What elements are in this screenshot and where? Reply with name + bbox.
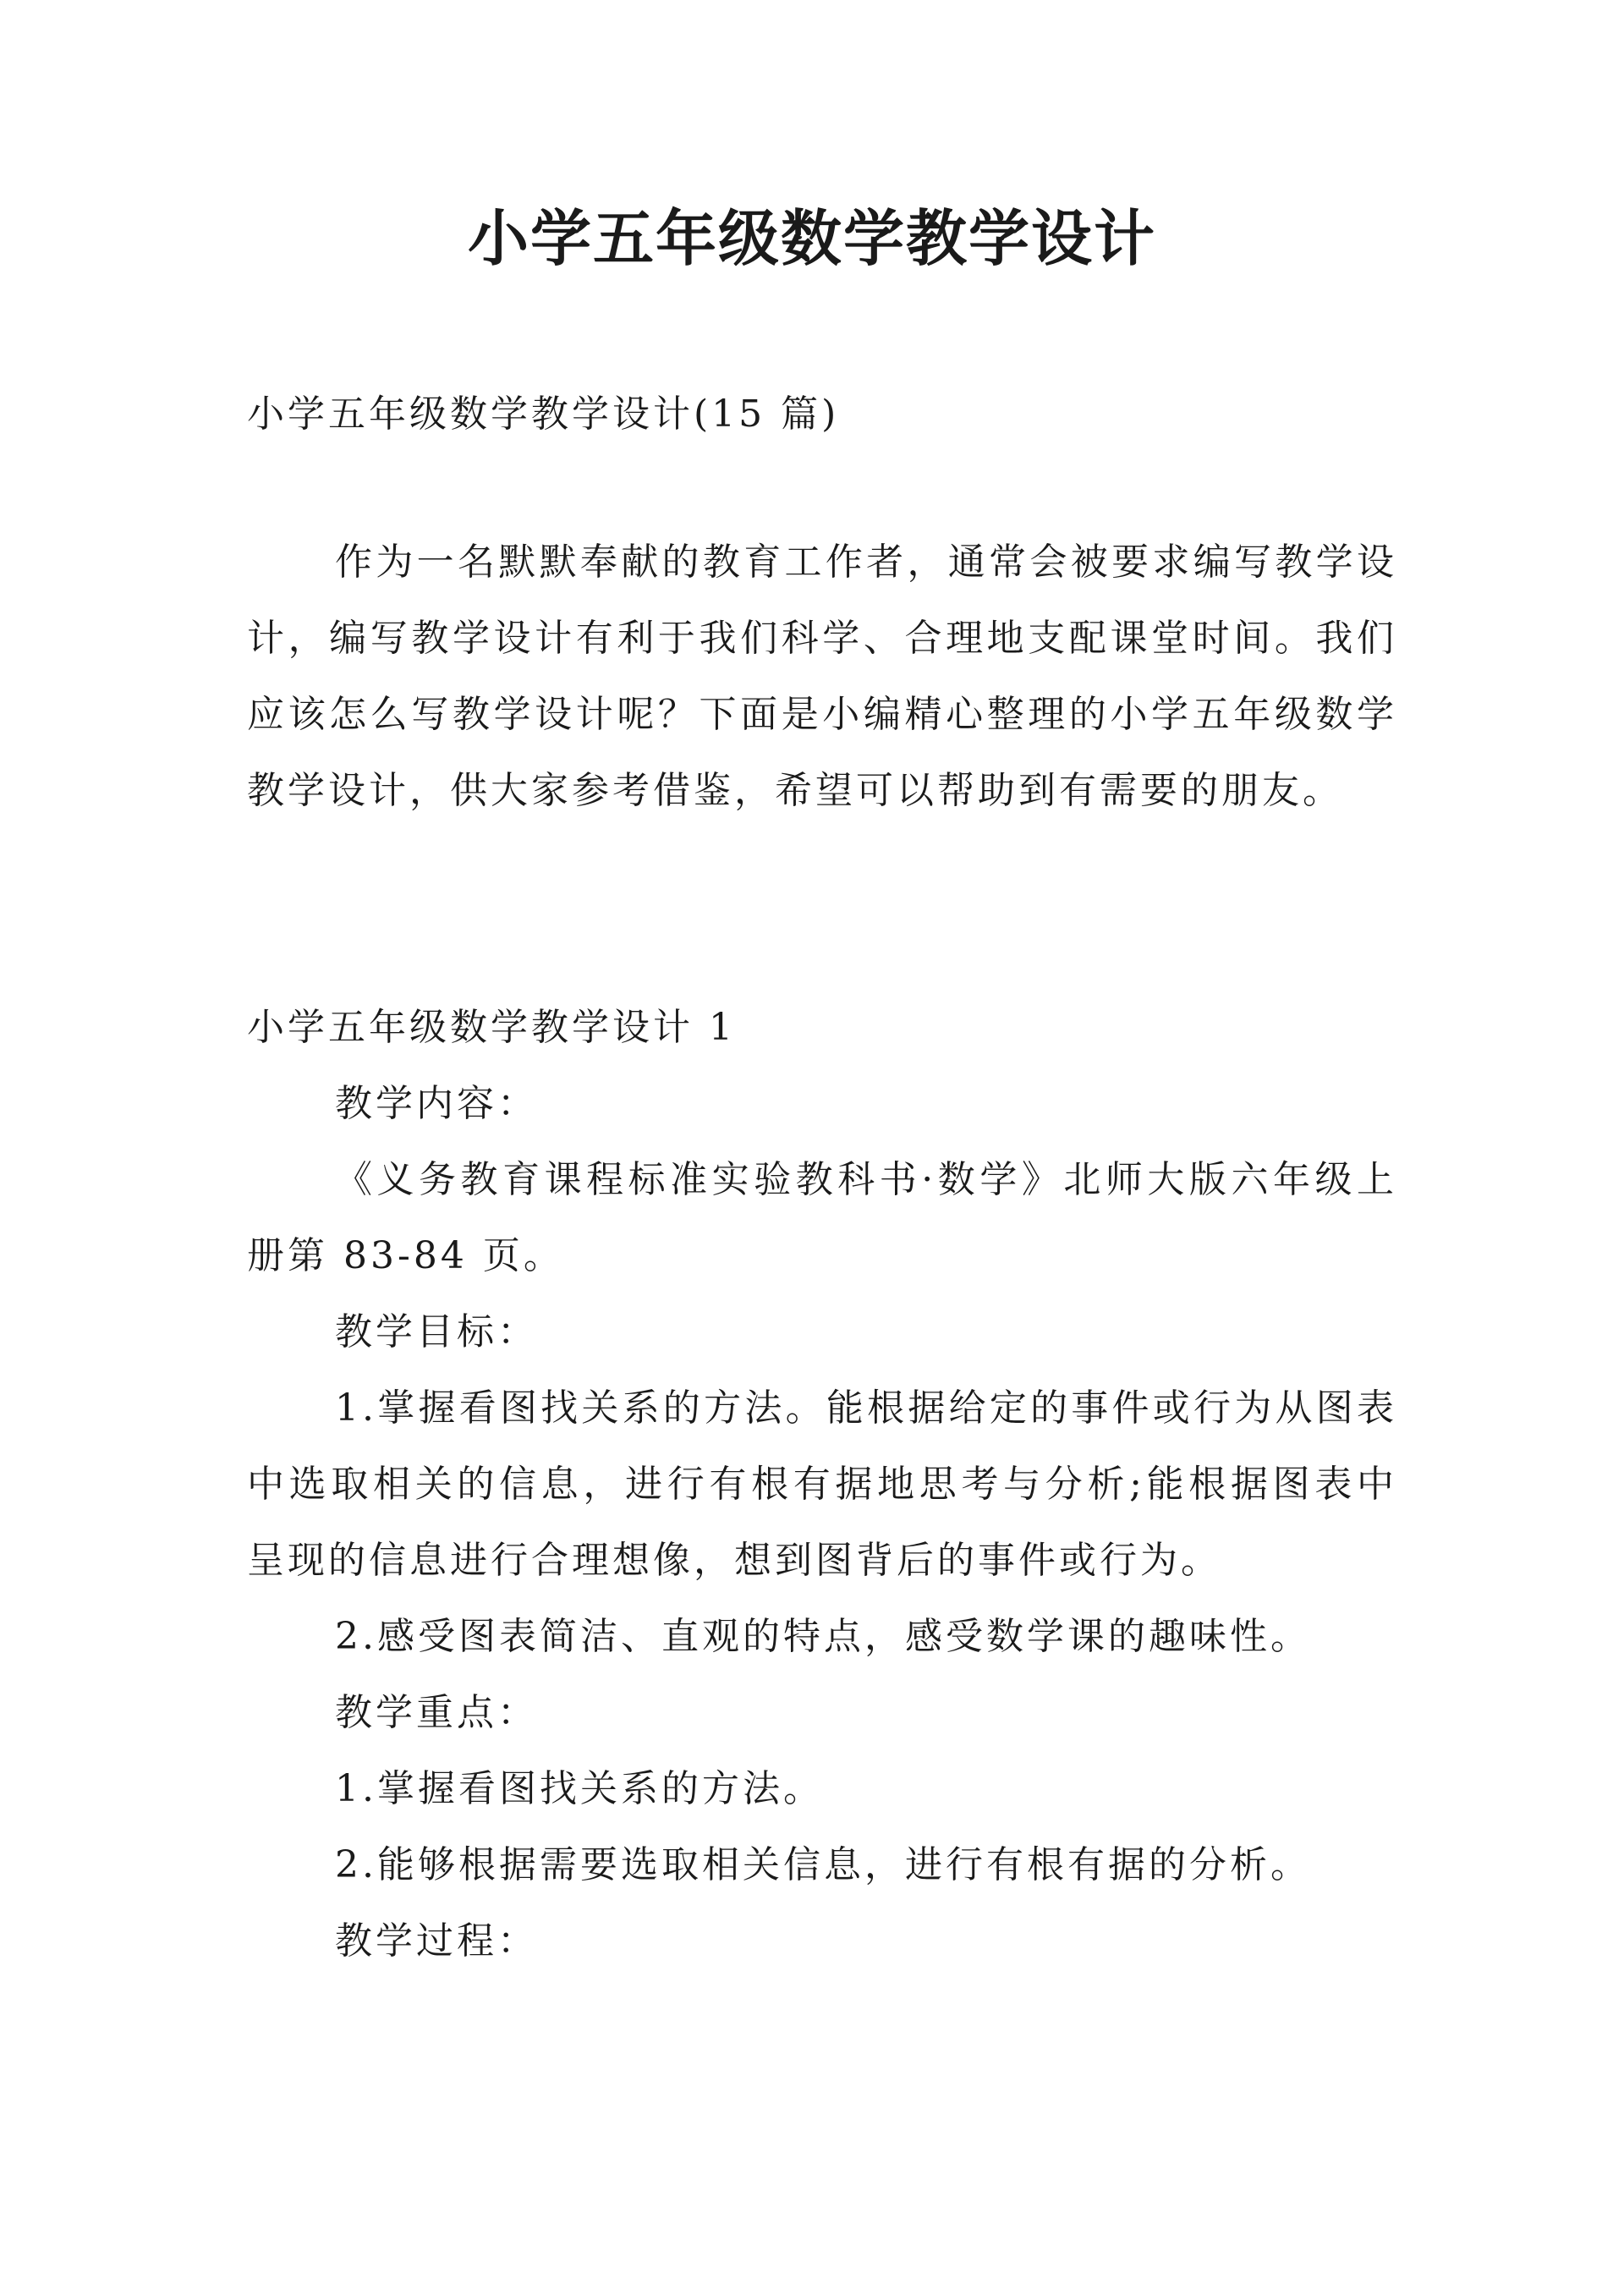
key-point-1: 1.掌握看图找关系的方法。: [335, 1767, 824, 1810]
page-title: 小学五年级数学教学设计: [467, 203, 1156, 274]
document-subtitle: 小学五年级数学教学设计(15 篇): [247, 393, 840, 436]
goal-item-1: 1.掌握看图找关系的方法。能根据给定的事件或行为从图表中选取相关的信息，进行有根有据地思考与分析;能根据图表中呈现的信息进行合理想像，想到图背后的事件或行为。: [247, 1386, 1397, 1582]
content-label: 教学内容：: [335, 1082, 538, 1125]
key-point-2: 2.能够根据需要选取相关信息，进行有根有据的分析。: [335, 1843, 1311, 1886]
goal-item-2: 2.感受图表简洁、直观的特点，感受数学课的趣味性。: [335, 1615, 1311, 1658]
content-text: 《义务教育课程标准实验教科书·数学》北师大版六年级上册第 83-84 页。: [247, 1158, 1397, 1277]
section-heading: 小学五年级数学教学设计 1: [247, 1006, 736, 1049]
process-label: 教学过程：: [335, 1919, 538, 1963]
key-points-label: 教学重点：: [335, 1691, 538, 1734]
section-1: [247, 990, 1397, 1979]
goals-label: 教学目标：: [335, 1310, 538, 1353]
intro-paragraph: 作为一名默默奉献的教育工作者，通常会被要求编写教学设计，编写教学设计有利于我们科学、合理地支配课堂时间。我们应该怎么写教学设计呢？下面是小编精心整理的小学五年级数学教学设计，供大家参考借鉴，希望可以帮助到有需要的朋友。: [247, 541, 1397, 812]
